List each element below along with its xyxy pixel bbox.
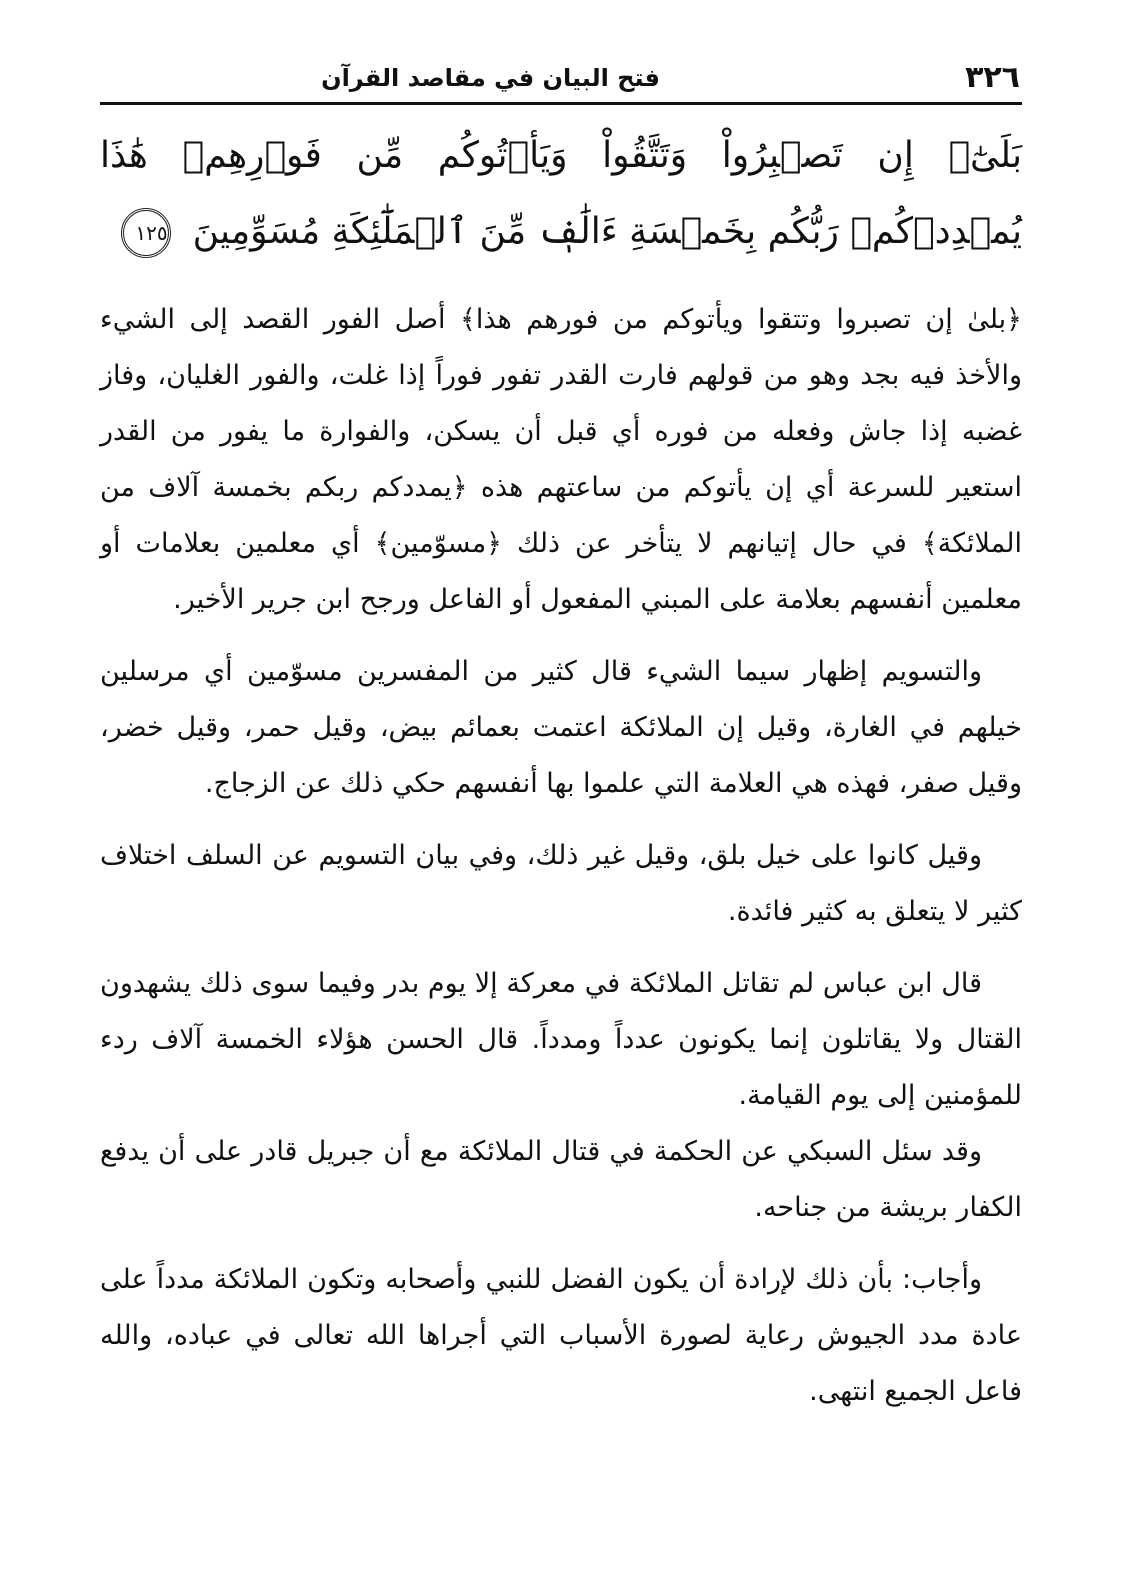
paragraph: وقد سئل السبكي عن الحكمة في قتال الملائكة مع أن جبريل قادر على أن يدفع الكفار بريشة من جناحه.	[100, 1136, 1022, 1223]
paragraph: والتسويم إظهار سيما الشيء قال كثير من المفسرين مسوّمين أي مرسلين خيلهم في الغارة، وقيل إن الملائكة اعتمت بعمائم بيض، وقيل حمر، وقيل خضر، وقيل صفر، فهذه هي العلامة التي علموا بها أنفسهم حكي ذلك عن الزجاج.	[100, 656, 1022, 799]
verse-number-marker: ١٢٥	[121, 208, 171, 258]
book-title: فتح البيان في مقاصد القرآن	[321, 64, 660, 92]
commentary-text	[100, 292, 1022, 1436]
running-header	[100, 58, 1020, 100]
quran-verse	[100, 118, 1022, 270]
paragraph: قال ابن عباس لم تقاتل الملائكة في معركة إلا يوم بدر وفيما سوى ذلك يشهدون القتال ولا يقاتلون إنما يكونون عدداً ومدداً. قال الحسن هؤلاء الخمسة آلاف ردء للمؤمنين إلى يوم القيامة.	[100, 968, 1022, 1111]
header-rule	[100, 102, 1022, 105]
verse-text: بَلَىٰٓۚ إِن تَصۡبِرُواْ وَتَتَّقُواْ وَيَأۡتُوكُم مِّن فَوۡرِهِمۡ هَٰذَا يُمۡدِدۡكُمۡ رَبُّكُم بِخَمۡسَةِ ءَالَٰفٖ مِّنَ ٱلۡمَلَٰٓئِكَةِ مُسَوِّمِينَ	[100, 135, 1022, 252]
page-number: ٣٢٦	[965, 60, 1020, 95]
paragraph: وأجاب: بأن ذلك لإرادة أن يكون الفضل للنبي وأصحابه وتكون الملائكة مدداً على عادة مدد الجيوش رعاية لصورة الأسباب التي أجراها الله تعالى في عباده، والله فاعل الجميع انتهى.	[100, 1264, 1022, 1407]
paragraph: وقيل كانوا على خيل بلق، وقيل غير ذلك، وفي بيان التسويم عن السلف اختلاف كثير لا يتعلق به كثير فائدة.	[100, 840, 1022, 927]
paragraph: ﴿بلىٰ إن تصبروا وتتقوا ويأتوكم من فورهم هذا﴾ أصل الفور القصد إلى الشيء والأخذ فيه بجد وهو من قولهم فارت القدر تفور فوراً إذا غلت، والفور الغليان، وفاز غضبه إذا جاش وفعله من فوره أي قبل أن يسكن، والفوارة ما يفور من القدر استعير للسرعة أي إن يأتوكم من ساعتهم هذه ﴿يمددكم ربكم بخمسة آلاف من الملائكة﴾ في حال إتيانهم لا يتأخر عن ذلك ﴿مسوّمين﴾ أي معلمين بعلامات أو معلمين أنفسهم بعلامة على المبني المفعول أو الفاعل ورجح ابن جرير الأخير.	[100, 304, 1022, 615]
